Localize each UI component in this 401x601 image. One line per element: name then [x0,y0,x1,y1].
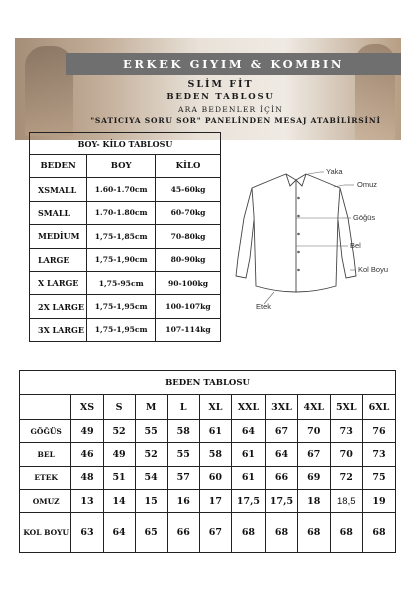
value-cell: 17,5 [231,489,265,512]
value-cell: 64 [231,420,265,443]
value-cell: 70 [330,443,362,466]
size-cell: X LARGE [30,271,87,294]
value-cell: 73 [330,420,362,443]
value-cell: 68 [330,513,362,553]
value-cell: 18,5 [330,489,362,512]
weight-cell: 45-60kg [156,178,221,201]
value-cell: 54 [135,466,167,489]
size-header: XL [199,395,231,420]
corner-cell [20,395,71,420]
size-cell: LARGE [30,248,87,271]
label-omuz: Omuz [357,180,378,189]
value-cell: 66 [167,513,199,553]
value-cell: 48 [71,466,103,489]
size-table-title: BEDEN TABLOSU [20,371,396,395]
value-cell: 70 [298,420,330,443]
weight-cell: 107-114kg [156,318,221,341]
table-row [20,466,396,489]
header-boy: BOY [87,155,156,178]
value-cell: 61 [231,443,265,466]
value-cell: 52 [103,420,135,443]
label-gogus: Göğüs [353,213,376,222]
size-header: 6XL [363,395,396,420]
value-cell: 60 [199,466,231,489]
value-cell: 15 [135,489,167,512]
value-cell: 16 [167,489,199,512]
value-cell: 65 [135,513,167,553]
table-row [30,225,221,248]
value-cell: 68 [265,513,297,553]
size-header: XS [71,395,103,420]
value-cell: 55 [167,443,199,466]
label-yaka: Yaka [326,167,343,176]
table-row [20,489,396,512]
height-cell: 1,75-1,95cm [87,295,156,318]
value-cell: 64 [103,513,135,553]
header-beden: BEDEN [30,155,87,178]
height-cell: 1,75-1,90cm [87,248,156,271]
table-row [20,513,396,553]
size-cell: 3X LARGE [30,318,87,341]
value-cell: 46 [71,443,103,466]
height-cell: 1.70-1.80cm [87,201,156,224]
value-cell: 58 [167,420,199,443]
row-label: OMUZ [20,489,71,512]
size-header: L [167,395,199,420]
label-kol-boyu: Kol Boyu [358,265,389,274]
value-cell: 69 [298,466,330,489]
table-row [20,443,396,466]
size-header: 4XL [298,395,330,420]
value-cell: 76 [363,420,396,443]
table-row [20,420,396,443]
height-cell: 1,75-1,85cm [87,225,156,248]
value-cell: 55 [135,420,167,443]
shirt-measurement-diagram [224,158,399,328]
value-cell: 75 [363,466,396,489]
header-kilo: KİLO [156,155,221,178]
row-label: ETEK [20,466,71,489]
ask-seller-note: "SATICIYA SORU SOR" PANELİNDEN MESAJ ATABİLİRSİNİ [90,116,381,125]
size-cell: 2X LARGE [30,295,87,318]
value-cell: 19 [363,489,396,512]
size-cell: MEDİUM [30,225,87,248]
weight-cell: 80-90kg [156,248,221,271]
height-weight-table [29,132,221,342]
value-cell: 63 [71,513,103,553]
table-row [30,318,221,341]
value-cell: 49 [103,443,135,466]
value-cell: 18 [298,489,330,512]
value-cell: 64 [265,443,297,466]
size-header: M [135,395,167,420]
height-cell: 1,75-95cm [87,271,156,294]
value-cell: 49 [71,420,103,443]
label-etek: Etek [256,302,272,311]
weight-cell: 100-107kg [156,295,221,318]
label-bel: Bel [350,241,361,250]
row-label: BEL [20,443,71,466]
value-cell: 51 [103,466,135,489]
value-cell: 14 [103,489,135,512]
size-chart-title: BEDEN TABLOSU [166,92,275,102]
value-cell: 67 [265,420,297,443]
size-measurement-table [19,370,396,553]
size-header: XXL [231,395,265,420]
table-row [30,248,221,271]
weight-cell: 90-100kg [156,271,221,294]
value-cell: 66 [265,466,297,489]
value-cell: 68 [231,513,265,553]
table-row [30,271,221,294]
in-between-sizes-note: ARA BEDENLER İÇİN [177,105,283,114]
size-cell: XSMALL [30,178,87,201]
value-cell: 68 [363,513,396,553]
value-cell: 13 [71,489,103,512]
height-cell: 1.60-1.70cm [87,178,156,201]
row-label: GÖĞÜS [20,420,71,443]
value-cell: 68 [298,513,330,553]
value-cell: 67 [199,513,231,553]
weight-cell: 60-70kg [156,201,221,224]
size-cell: SMALL [30,201,87,224]
weight-cell: 70-80kg [156,225,221,248]
size-header: 3XL [265,395,297,420]
value-cell: 67 [298,443,330,466]
value-cell: 17,5 [265,489,297,512]
value-cell: 73 [363,443,396,466]
row-label: KOL BOYU [20,513,71,553]
value-cell: 72 [330,466,362,489]
table-row [30,201,221,224]
value-cell: 52 [135,443,167,466]
fit-title: SLİM FİT [187,79,254,90]
brand-banner: ERKEK GIYIM & KOMBIN [66,53,401,75]
size-header: S [103,395,135,420]
size-header: 5XL [330,395,362,420]
value-cell: 61 [231,466,265,489]
table-row [30,295,221,318]
table-row [30,178,221,201]
height-cell: 1,75-1,95cm [87,318,156,341]
height-weight-title: BOY- KİLO TABLOSU [30,133,221,155]
value-cell: 17 [199,489,231,512]
value-cell: 58 [199,443,231,466]
value-cell: 61 [199,420,231,443]
value-cell: 57 [167,466,199,489]
